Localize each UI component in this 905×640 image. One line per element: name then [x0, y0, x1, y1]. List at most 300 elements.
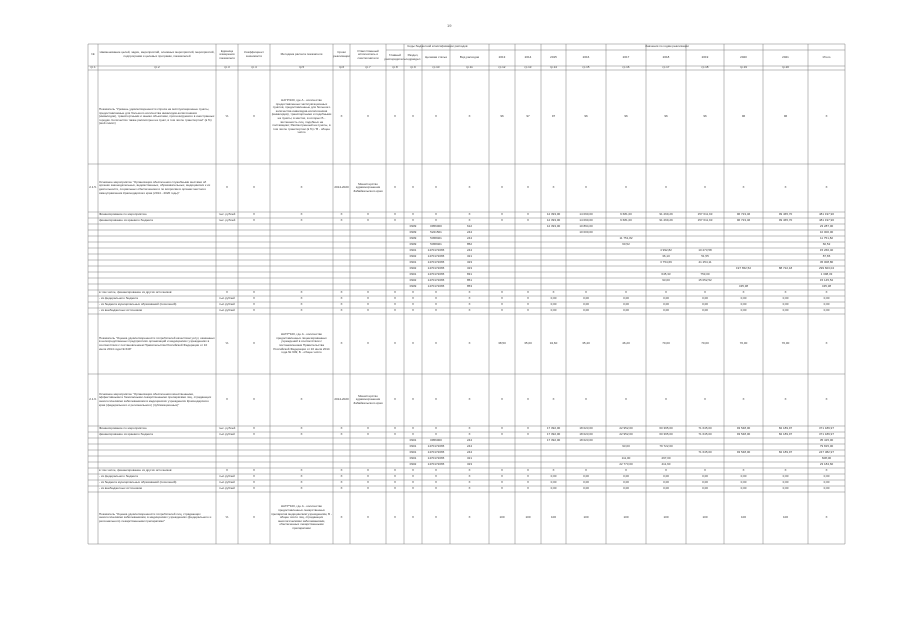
block2-sources-x-text: X — [434, 290, 437, 295]
block3-ind-value-text: 100 — [525, 515, 531, 520]
block3-ind-value-text: 100 — [499, 515, 505, 520]
block3-source-x-text: X — [300, 486, 303, 491]
block2-ind-value-text: X — [825, 341, 828, 346]
block2-sub-section-text: 0909 — [409, 242, 417, 247]
block3-budget-value — [687, 432, 723, 438]
block2-sub-value-text: 645,33 — [661, 272, 671, 277]
block2-budget-value-text: 96 723,46 — [736, 218, 751, 223]
block2-sub-exp-text: 612 — [466, 224, 472, 229]
block2-ind-value — [809, 314, 844, 374]
block2-source-value-text: 0,00 — [550, 302, 557, 307]
header-year-text: 2017 — [622, 55, 630, 60]
block3-sub-target-text: 1470172065 — [427, 450, 445, 455]
block1-value-text: 96 — [664, 114, 668, 119]
block3-sources-x-text: X — [703, 468, 706, 473]
block2-budget-x — [239, 218, 269, 224]
header-year-text: 2018 — [662, 55, 670, 60]
block2-funding-value-text: 14 090,00 — [579, 212, 593, 217]
block3-x — [405, 374, 421, 426]
block3-sub-section-text: 0901 — [409, 444, 417, 449]
block3-ind-unit-text: % — [225, 515, 229, 520]
block2-ind-x — [423, 314, 449, 374]
block2-sources-x-text: X — [703, 290, 706, 295]
block3-sub-target-text: 0956000 — [430, 438, 442, 443]
block2-ind-value-text: 35,00 — [524, 341, 532, 346]
block2-source-value-text: 0,00 — [782, 308, 789, 313]
block3-sources-x-text: X — [411, 468, 414, 473]
block2-ind-value — [490, 314, 514, 374]
block2-ind-x — [239, 314, 269, 374]
block3-budget-value-text: 22 952,00 — [619, 432, 633, 437]
header-year — [567, 50, 605, 66]
block2-sub-value-text: 41 254,11 — [698, 260, 712, 265]
column-number-text: гр.9 — [410, 65, 416, 70]
block3-funding-x-text: X — [434, 426, 437, 431]
block3-source-value-text: 0,00 — [550, 480, 557, 485]
block3-x-text: X — [500, 397, 503, 402]
header-resp-text: Ответственный исполнитель и соисполнители — [357, 48, 379, 60]
block2-source-value-text: 0,00 — [663, 308, 669, 313]
block3-sub-value-text: 17 392,00 — [546, 438, 561, 443]
block3-ind-value — [490, 492, 514, 544]
block1-value — [607, 70, 645, 164]
block2-sub-value-text: 10 273,58 — [698, 248, 712, 253]
block2-title-text: Основное мероприятие "Организация обеспечения служебными местами об органах законодательных, ведомственных, образовательных, медицинских к их деятельности, социальных обеспечением и по вопросам в органах местного самоуправления Краснодарского края (2014 - 2020 годы)" — [99, 179, 211, 195]
block2-sub-value — [687, 260, 723, 266]
block3-budget-x-text: X — [252, 432, 255, 437]
block3-sub-value-text: 608,00 — [821, 456, 832, 461]
block2-x-text: X — [703, 185, 706, 190]
block3-source-x-text: X — [340, 486, 343, 491]
block2-sub-section-text: 0901 — [409, 260, 417, 265]
block3-funding-x-text: X — [366, 426, 369, 431]
block2-x — [764, 164, 807, 212]
block3-sub-value-text: 247 382,97 — [818, 450, 834, 455]
block3-funding-value-text: 60 395,00 — [659, 426, 673, 431]
block2-sub-value-text: 3 754,69 — [660, 260, 672, 265]
block3-ind-x — [351, 492, 385, 544]
block2-ind-x — [451, 314, 488, 374]
block3-ind-value — [725, 492, 762, 544]
block3-budget-value — [607, 432, 645, 438]
block2-x — [607, 164, 645, 212]
header-year-text: 2020 — [740, 55, 747, 60]
block3-budget-value-text: 93 548,00 — [736, 432, 751, 437]
block2-sub-value-text: 435,38 — [821, 284, 832, 289]
block2-budget-value — [647, 218, 685, 224]
block3-source-value-text: 0,00 — [583, 474, 589, 479]
block3-funding-x-text: X — [340, 426, 343, 431]
block2-sub-value-text: 36,10 — [662, 254, 670, 259]
column-number-text: гр.2 — [154, 65, 160, 70]
block3-budget-title-text: финансирование из краевого бюджета — [99, 432, 153, 437]
block3-source-value-text: 0,00 — [782, 480, 789, 485]
block2-sub-value-text: 23 287,00 — [819, 224, 834, 229]
block1-value-text: 96 — [500, 114, 504, 119]
block1-value-text: 96 — [741, 114, 746, 119]
block2-source-x-text: X — [468, 296, 471, 301]
block3-budget-x-text: X — [434, 432, 437, 437]
block2-sub-exp-text: 852 — [466, 242, 472, 247]
block2-ind-value-text: 46,20 — [622, 341, 630, 346]
block2-budget-x-text: X — [526, 218, 529, 223]
block3-resp — [351, 374, 385, 426]
block2-term-text: 2014-2020 — [334, 185, 349, 190]
block2-budget-value-text: 9 681,00 — [620, 218, 632, 223]
column-number-text: гр.12 — [498, 65, 506, 70]
block2-x — [271, 164, 332, 212]
block3-source-value-text: 0,00 — [740, 480, 747, 485]
block2-funding-title-text: Финансирование по мероприятию — [99, 212, 147, 217]
header-year-text: 2014 — [524, 55, 532, 60]
block2-ind-x-text: X — [252, 341, 255, 346]
block3-source-value-text: 0,00 — [623, 474, 629, 479]
block3-budget-x-text: X — [526, 432, 529, 437]
block3-source-x-text: X — [300, 480, 303, 485]
block2-x-text: X — [393, 185, 396, 190]
block2-sub-section-text: 0909 — [409, 236, 417, 241]
block2-ind-unit — [217, 314, 237, 374]
block2-source-x-text: X — [468, 302, 471, 307]
page-number: 19 — [447, 23, 452, 28]
block3-ind-x-text: X — [340, 515, 343, 520]
header-year — [764, 50, 807, 66]
block2-x — [516, 164, 540, 212]
header-section — [405, 50, 421, 66]
block2-x — [451, 164, 488, 212]
block3-ind-value-text: 100 — [663, 515, 669, 520]
block2-sub-value — [567, 230, 605, 236]
block2-sources-x-text: X — [411, 290, 414, 295]
block3-sources-x-text: X — [825, 468, 828, 473]
block2-source-value-text: 0,00 — [740, 296, 747, 301]
column-number-text: гр.15 — [582, 65, 590, 70]
block3-x-text: X — [624, 397, 627, 402]
block2-sources-x-text: X — [340, 290, 343, 295]
block2-budget-x-text: X — [434, 218, 437, 223]
block2-ind-x — [351, 314, 385, 374]
column-number-text: гр.7 — [365, 65, 371, 70]
block1-value-text: 97 — [526, 114, 530, 119]
block2-budget-x-text: X — [411, 218, 414, 223]
block3-x-text: X — [252, 397, 255, 402]
block2-sub-value-text: 11 751,82 — [819, 236, 834, 241]
block2-budget-x — [490, 218, 514, 224]
block2-budget-x — [351, 218, 385, 224]
block2-ind-x-text: X — [468, 341, 471, 346]
block3-ind-value — [647, 492, 685, 544]
block2-ind-value-text: 35,40 — [582, 341, 590, 346]
block3-budget-unit-text: тыс.рублей — [219, 432, 235, 437]
block2-source-x-text: X — [411, 296, 414, 301]
block3-term-text: 2014-2020 — [334, 397, 349, 402]
block3-source-value-text: 0,00 — [702, 486, 708, 491]
block1-x-text: X — [393, 114, 396, 119]
block3-budget-value — [725, 432, 762, 438]
block2-budget-x — [387, 218, 403, 224]
block3-budget-x-text: X — [366, 432, 369, 437]
block3-source-x-text: X — [468, 486, 471, 491]
block2-source-x-text: X — [252, 296, 255, 301]
block2-source-value-text: 0,00 — [702, 296, 708, 301]
block2-sources-x-text: X — [664, 290, 667, 295]
block3-funding-value-text: 18 023,00 — [579, 426, 593, 431]
block3-budget-x — [387, 432, 403, 438]
block2-x-text: X — [225, 185, 228, 190]
block2-sub-value — [647, 278, 685, 284]
block2-sources-x-text: X — [500, 290, 503, 295]
block3-source-x-text: X — [340, 480, 343, 485]
block3-budget-x — [516, 432, 540, 438]
block3-sources-x-text: X — [300, 468, 303, 473]
block3-term — [334, 374, 349, 426]
block2-funding-x-text: X — [500, 212, 503, 217]
block2-sub-value-text: 11 751,82 — [619, 236, 633, 241]
block3-sub-value — [567, 438, 605, 444]
block2-sub-value-text: 15 052,52 — [698, 278, 712, 283]
header-name — [99, 44, 215, 66]
header-year — [725, 50, 762, 66]
block3-ind-title-text: Показатель "Оценка удовлетворенности потребителей лиц, страдающих онкологическими заболеваниями, в медицинских учреждениях (федерального и регионального) лекарственными препаратами" — [99, 511, 212, 523]
block3-sources-x-text: X — [664, 468, 667, 473]
block2-source-value-text: 0,00 — [550, 296, 557, 301]
block3-ind-value — [687, 492, 723, 544]
block1-x — [405, 70, 421, 164]
block2-source-x-text: X — [340, 308, 343, 313]
block3-ind-x-text: X — [252, 515, 255, 520]
column-number-text: гр.11 — [466, 65, 473, 70]
block3-budget-value-text: 71 645,00 — [698, 432, 712, 437]
block3-ind-x — [405, 492, 421, 544]
block2-sub-value-text: 60,52 — [622, 242, 630, 247]
block2-x — [809, 164, 844, 212]
block2-source-x-text: X — [300, 296, 303, 301]
header-unit — [217, 44, 237, 66]
header-grbs-text: Главный распорядитель — [384, 53, 406, 61]
block2-sub-value-text: 12 393,00 — [546, 224, 561, 229]
block3-sub-value-text: 111,00 — [621, 456, 631, 461]
block3-ind-x — [423, 492, 449, 544]
block2-ind-x-text: X — [393, 341, 396, 346]
column-number-text: гр.16 — [622, 65, 630, 70]
block3-ind-value — [607, 492, 645, 544]
header-year-text: 2013 — [498, 55, 506, 60]
block2-budget-title — [99, 218, 215, 224]
block3-source-name-text: - из бюджета муниципальных образований (поселений) — [99, 480, 177, 485]
block2-funding-x-text: X — [468, 212, 471, 217]
block3-x-text: X — [393, 397, 396, 402]
block3-ind-value — [542, 492, 565, 544]
block2-sources-x-text: X — [526, 290, 529, 295]
block2-source-x-text: X — [434, 302, 437, 307]
block2-sub-section-text: 0902 — [409, 254, 417, 259]
block3-source-value-text: 0,00 — [550, 474, 557, 479]
block2-sub-target-text: 1470172065 — [427, 272, 445, 277]
block3-ind-value — [809, 492, 844, 544]
block2-source-value-text: 0,00 — [623, 308, 629, 313]
block2-source-value-text: 0,00 — [823, 302, 830, 307]
block3-x — [809, 374, 844, 426]
header-exptype — [451, 50, 488, 66]
block2-source-x-text: X — [252, 308, 255, 313]
block3-funding-title-text: Финансирование по мероприятию — [99, 426, 147, 431]
block2-budget-value — [687, 218, 723, 224]
block2-sub-target-text: 1470172065 — [427, 284, 445, 289]
block3-ind-x — [334, 492, 349, 544]
block2-source-x-text: X — [526, 296, 529, 301]
block2-source-value-text: 0,00 — [823, 296, 830, 301]
block2-ind-x-text: X — [434, 341, 437, 346]
block1-method — [271, 70, 332, 164]
block2-sub-target-text: 5221501 — [430, 230, 442, 235]
block1-value-text: 96 — [783, 114, 788, 119]
header-year — [542, 50, 565, 66]
column-number-text: гр.13 — [524, 65, 532, 70]
header-target — [423, 50, 449, 66]
block3-x — [271, 374, 332, 426]
block2-budget-value-text: 91 269,29 — [659, 218, 673, 223]
block2-sources-x-text: X — [366, 290, 369, 295]
block3-x — [542, 374, 565, 426]
header-year — [607, 50, 645, 66]
block3-source-x-text: X — [393, 480, 396, 485]
block2-ind-value-text: 70,00 — [781, 341, 790, 346]
block3-budget-title — [99, 432, 215, 438]
block3-x-text: X — [584, 397, 587, 402]
block3-ind-value-text: 100 — [550, 515, 556, 520]
block3-sub-value-text: 411,60 — [661, 462, 671, 467]
block3-sub-section-text: 0902 — [409, 462, 417, 467]
block2-budget-value-text: 14 090,00 — [579, 218, 593, 223]
block2-ind-x — [334, 314, 349, 374]
block3-source-value-text: 0,00 — [663, 474, 669, 479]
header-year — [490, 50, 514, 66]
block2-x-text: X — [825, 185, 828, 190]
header-grbs — [384, 50, 406, 66]
block3-source-value-text: 0,00 — [782, 486, 789, 491]
header-method — [271, 44, 332, 66]
block2-budget-value-text: 12 393,00 — [546, 218, 561, 223]
block2-source-x-text: X — [411, 302, 414, 307]
block2-budget-value-text: 157 611,93 — [697, 218, 713, 223]
block3-x-text: X — [742, 397, 745, 402]
block2-sub-exp-text: 244 — [466, 236, 472, 241]
block2-ind-value — [607, 314, 645, 374]
block2-budget-x-text: X — [468, 218, 471, 223]
block1-coef — [239, 70, 269, 164]
block2-x — [725, 164, 762, 212]
block2-sub-value — [542, 224, 565, 230]
block2-x — [567, 164, 605, 212]
block2-funding-value-text: 481 197,90 — [818, 212, 834, 217]
block2-funding-value-text: 91 269,29 — [659, 212, 673, 217]
block2-x — [423, 164, 449, 212]
block3-source-x-text: X — [500, 474, 503, 479]
block3-source-value-text: 0,00 — [823, 474, 830, 479]
block2-ind-value — [542, 314, 565, 374]
block2-ind-value-text: 34,60 — [549, 341, 558, 346]
block3-funding-x-text: X — [500, 426, 503, 431]
block2-sub-exp-text: 321 — [466, 254, 472, 259]
block3-sub-section-text: 0901 — [409, 456, 417, 461]
block2-sub-exp-text: 853 — [466, 284, 472, 289]
block2-source-x-text: X — [393, 308, 396, 313]
block3-source-x-text: X — [526, 480, 529, 485]
block2-sub-value-text: 10 894,00 — [579, 224, 593, 229]
block3-source-x-text: X — [300, 474, 303, 479]
block2-budget-x-text: X — [393, 218, 396, 223]
block2-ind-value-text: 38,50 — [498, 341, 506, 346]
block2-x-text: X — [552, 185, 555, 190]
column-number-text: гр.19 — [740, 65, 747, 70]
block3-sub-value-text: 79 722,00 — [659, 444, 673, 449]
block2-source-value-text: 0,00 — [702, 308, 708, 313]
block2-sub-value-text: 51,55 — [701, 254, 709, 259]
block2-source-x-text: X — [252, 302, 255, 307]
block3-x — [490, 374, 514, 426]
block3-title-text: Основное мероприятие "Организация обеспечения качественными, эффективными и безопасными лекарственными препаратами лиц, страдающих онкологическими заболеваниями в медицинских учреждениях Краснодарского края (федерального и регионального) (публикационных)" — [99, 391, 212, 407]
block2-sub-value-text: 10 000,00 — [579, 230, 593, 235]
block2-num — [89, 164, 97, 212]
block3-sub-value — [647, 444, 685, 450]
block3-source-value-text: 0,00 — [550, 486, 557, 491]
block2-source-x-text: X — [411, 308, 414, 313]
header-year-text: Итого — [822, 55, 831, 60]
block3-sub-target-text: 1470172065 — [427, 444, 445, 449]
block2-funding-value-text: 96 723,46 — [736, 212, 751, 217]
block1-value — [490, 70, 514, 164]
block1-x — [387, 70, 403, 164]
block2-source-x-text: X — [366, 308, 369, 313]
block2-source-x-text: X — [340, 296, 343, 301]
block3-sources-x-text: X — [624, 468, 627, 473]
block2-ind-value-text: 70,00 — [701, 341, 709, 346]
header-name-text: Наименование целей, задач, мероприятий, основных мероприятий, мероприятий, подпрограмм и целевых программ, показателей — [99, 50, 215, 58]
column-number-text: гр.4 — [251, 65, 257, 70]
block2-source-x-text: X — [526, 302, 529, 307]
block2-budget-value — [764, 218, 807, 224]
block2-sources-x-text: X — [624, 290, 627, 295]
block3-ind-value — [764, 492, 807, 544]
block1-value-text: 96 — [624, 114, 628, 119]
block3-sub-exp-text: 323 — [466, 462, 472, 467]
block2-sub-exp-text: 323 — [466, 266, 472, 271]
block1-value-text: 96 — [584, 114, 588, 119]
block3-x-text: X — [225, 397, 228, 402]
block2-funding-x-text: X — [526, 212, 529, 217]
header-itogo — [809, 50, 844, 66]
block3-ind-x-text: X — [468, 515, 471, 520]
block2-ind-value — [567, 314, 605, 374]
block1-value — [725, 70, 762, 164]
block1-x — [451, 70, 488, 164]
block2-x-text: X — [252, 185, 255, 190]
block3-budget-value-text: 371 189,97 — [818, 432, 834, 437]
block3-funding-x-text: X — [252, 426, 255, 431]
header-coef — [239, 44, 269, 66]
block3-x — [764, 374, 807, 426]
block2-sub-section-text: 0902 — [409, 278, 417, 283]
block3-sub-value-text: 497,00 — [661, 456, 671, 461]
block2-source-value-text: 0,00 — [702, 302, 708, 307]
block2-source-x-text: X — [393, 302, 396, 307]
block2-source-x-text: X — [366, 296, 369, 301]
block1-x-text: X — [434, 114, 437, 119]
block2-sub-target-text: 0956000 — [430, 224, 442, 229]
block3-sources-x-text: X — [434, 468, 437, 473]
block2-ind-x-text: X — [366, 341, 369, 346]
block1-method-text: НАГР/100, где А - количество предоставленных эксплуатационных пунктов, предоставленные для большого количества инвалидов-колясочников (инвалидов), транспортными и подобными на пункты; в местах, в которых Б - численность лиц, подобных на поставщики; Рассмотренный на пункты, в том числе транспортом (в %) / В - общее число — [271, 98, 332, 135]
